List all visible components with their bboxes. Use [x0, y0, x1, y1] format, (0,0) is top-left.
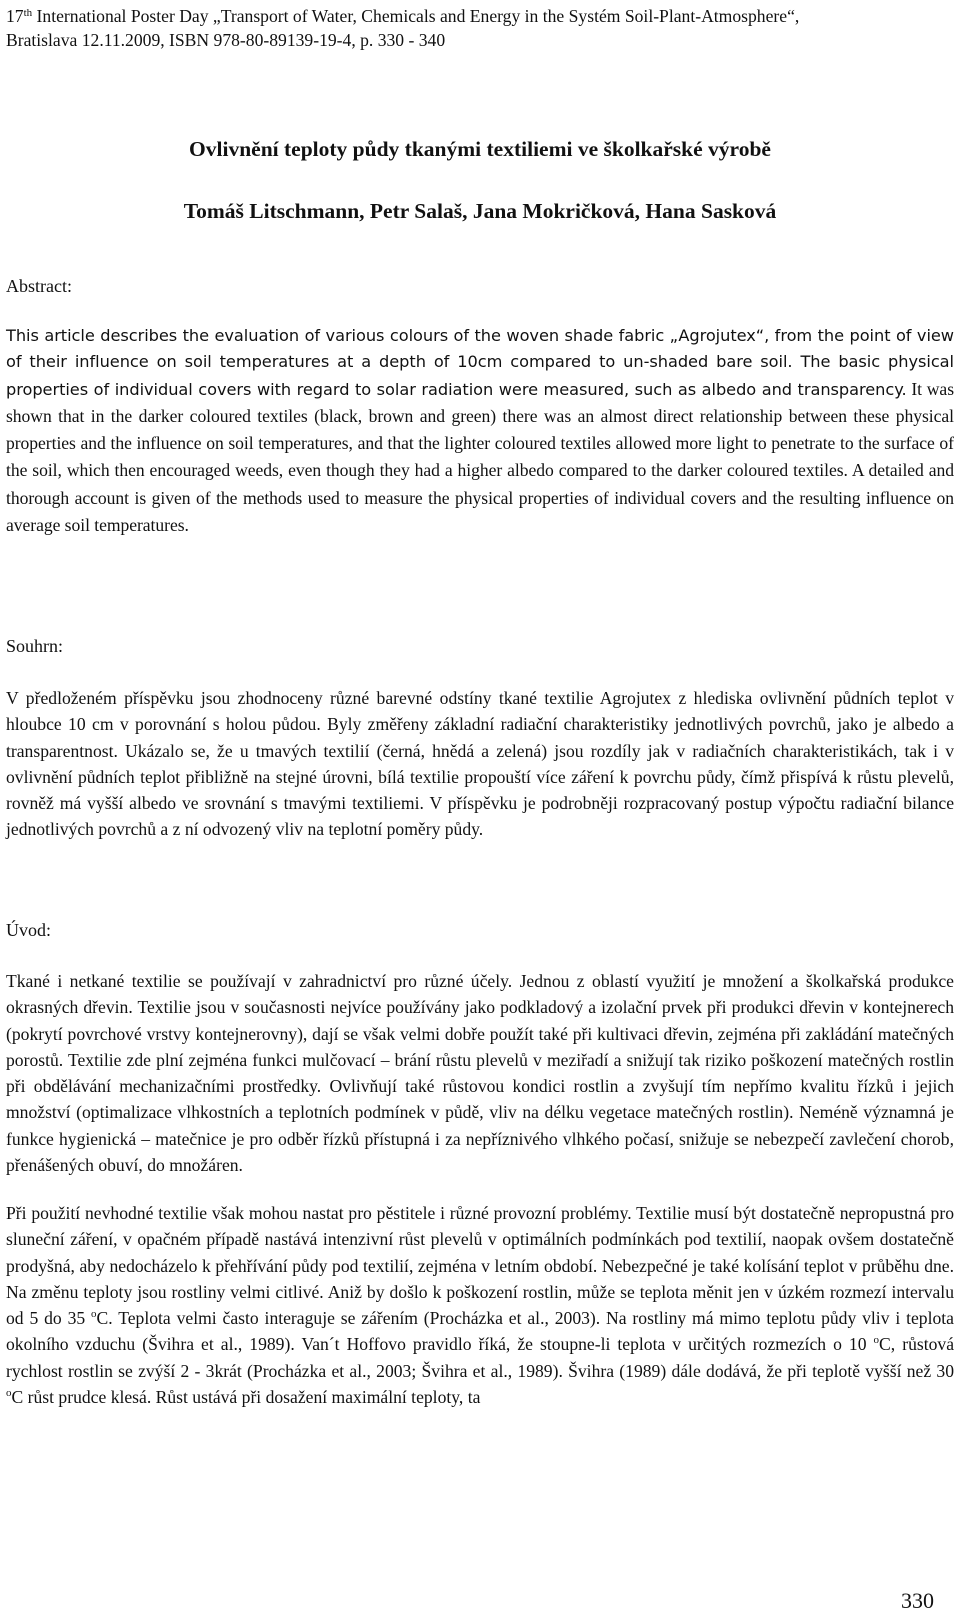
degree-sign: o	[6, 1387, 12, 1400]
edition-number: 17	[6, 6, 24, 26]
uvod-p2-d: C růst prudce klesá. Růst ustává při dosažení maximální teploty, ta	[11, 1387, 481, 1408]
uvod-heading: Úvod:	[6, 920, 51, 940]
degree-sign: o	[873, 1334, 880, 1347]
uvod-p2-c: C, růstová rychlost rostlin se zvýší 2 - 3krát (Procházka et al., 2003; Švihra et al., 1989). Švihra (1989) dále dodává, že při teplotě vyšší než 30	[6, 1334, 955, 1381]
paper-title: Ovlivnění teploty půdy tkanými textiliemi ve školkařské výrobě	[189, 137, 771, 161]
conference-details: Bratislava 12.11.2009, ISBN 978-80-89139-19-4, p. 330 - 340	[6, 30, 446, 50]
conference-header	[6, 4, 954, 52]
souhrn-text: V předloženém příspěvku jsou zhodnoceny různé barevné odstíny tkané textilie Agrojutex z hlediska ovlivnění půdních teplot v hloubce 10 cm v porovnání s holou půdou. Byly změřeny základní radiační charakteristiky jednotlivých povrchů, jako je albedo a transparentnost. Ukázalo se, že u tmavých textilií (černá, hnědá a zelená) jsou rozdíly jak v radiačních charakteristikách, tak i v ovlivnění půdních teplot přibližně na stejné úrovni, bílá textilie propouští více záření k povrchu půdy, čímž přispívá k růstu plevelů, rovněž má vyšší albedo ve srovnání s tmavými textiliemi. V příspěvku je podrobněji rozpracovaný postup výpočtu radiační bilance jednotlivých povrchů a z ní odvozený vliv na teplotní poměry půdy.	[6, 688, 954, 840]
uvod-paragraph-1: Tkané i netkané textilie se používají v zahradnictví pro různé účely. Jednou z oblastí využití je množení a školkařská produkce okrasných dřevin. Textilie jsou v současnosti nejvíce používány jako podkladový a izolační prvek při produkci dřevin v kontejnerech (pokrytí povrchové vrstvy kontejnerovny), dají se však velmi dobře použít také při kultivaci dřevin, zejména při zakládání matečných porostů. Textilie zde plní zejména funkci mulčovací – brání růstu plevelů v meziřadí a snižují tak riziko poškození matečných rostlin při obdělávání mechanizačními prostředky. Ovlivňují také růstovou kondici rostlin a zvyšují tím nepřímo kvalitu řízků i jejich množství (optimalizace vlhkostních a teplotních podmínek v půdě, vliv na délku vegetace matečných rostlin). Neméně významná je funkce hygienická – matečnice je pro odběr řízků přístupná i za nepříznivého vlhkého počasí, snižuje se nebezpečí zavlečení chorob, přenášených obuví, do množáren.	[6, 971, 954, 1176]
conference-name: International Poster Day „Transport of Water, Chemicals and Energy in the Systém Soil-Plant-Atmosphere“,	[32, 6, 800, 26]
page-number: 330	[901, 1588, 934, 1613]
paper-authors: Tomáš Litschmann, Petr Salaš, Jana Mokričková, Hana Sasková	[183, 199, 777, 223]
abstract-heading: Abstract:	[6, 276, 72, 296]
abstract-text	[6, 323, 954, 539]
uvod-p2-b: C. Teplota velmi často interaguje se zářením (Procházka et al., 2003). Na rostliny má mimo teplotu půdy vliv i teplota okolního vzduchu (Švihra et al., 1989). Van´t Hoffovo pravidlo říká, že stoupne-li teplota v určitých rozmezích o 10	[6, 1308, 954, 1355]
souhrn-heading: Souhrn:	[6, 636, 64, 656]
uvod-paragraph-2	[6, 1200, 954, 1410]
abstract-part-2: It was shown that in the darker coloured textiles (black, brown and green) there was an almost direct relationship between these physical properties and the influence on soil temperatures, and that the lighter coloured textiles allowed more light to penetrate to the surface of the soil, which then encouraged weeds, even though they had a higher albedo compared to the darker coloured textiles. A detailed and thorough account is given of the methods used to measure the physical properties of individual covers and the resulting influence on average soil temperatures.	[6, 378, 954, 536]
abstract-part-1: This article describes the evaluation of various colours of the woven shade fabric „Agrojutex“, from the point of view of their influence on soil temperatures at a depth of 10cm compared to un-shaded bare soil. The basic physical properties of individual covers with regard to solar radiation were measured, such as albedo and transparency.	[6, 326, 954, 399]
edition-suffix: th	[23, 7, 33, 19]
degree-sign: o	[91, 1308, 97, 1321]
uvod-p2-a: Při použití nevhodné textilie však mohou nastat pro pěstitele i různé provozní problémy. Textilie musí být dostatečně nepropustná pro sluneční záření, v opačném případě nastává intenzivní růst plevelů v optimálních podmínkách pod textilií, naopak ovšem dostatečně prodyšná, aby nedocházelo k přehřívání půdy pod textilií, zejména v letním období. Nebezpečné je také kolísání teplot v průběhu dne. Na změnu teploty jsou rostliny velmi citlivé. Aniž by došlo k poškození rostlin, může se teplota měnit jen v úzkém rozmezí intervalu od 5 do 35	[6, 1203, 954, 1329]
